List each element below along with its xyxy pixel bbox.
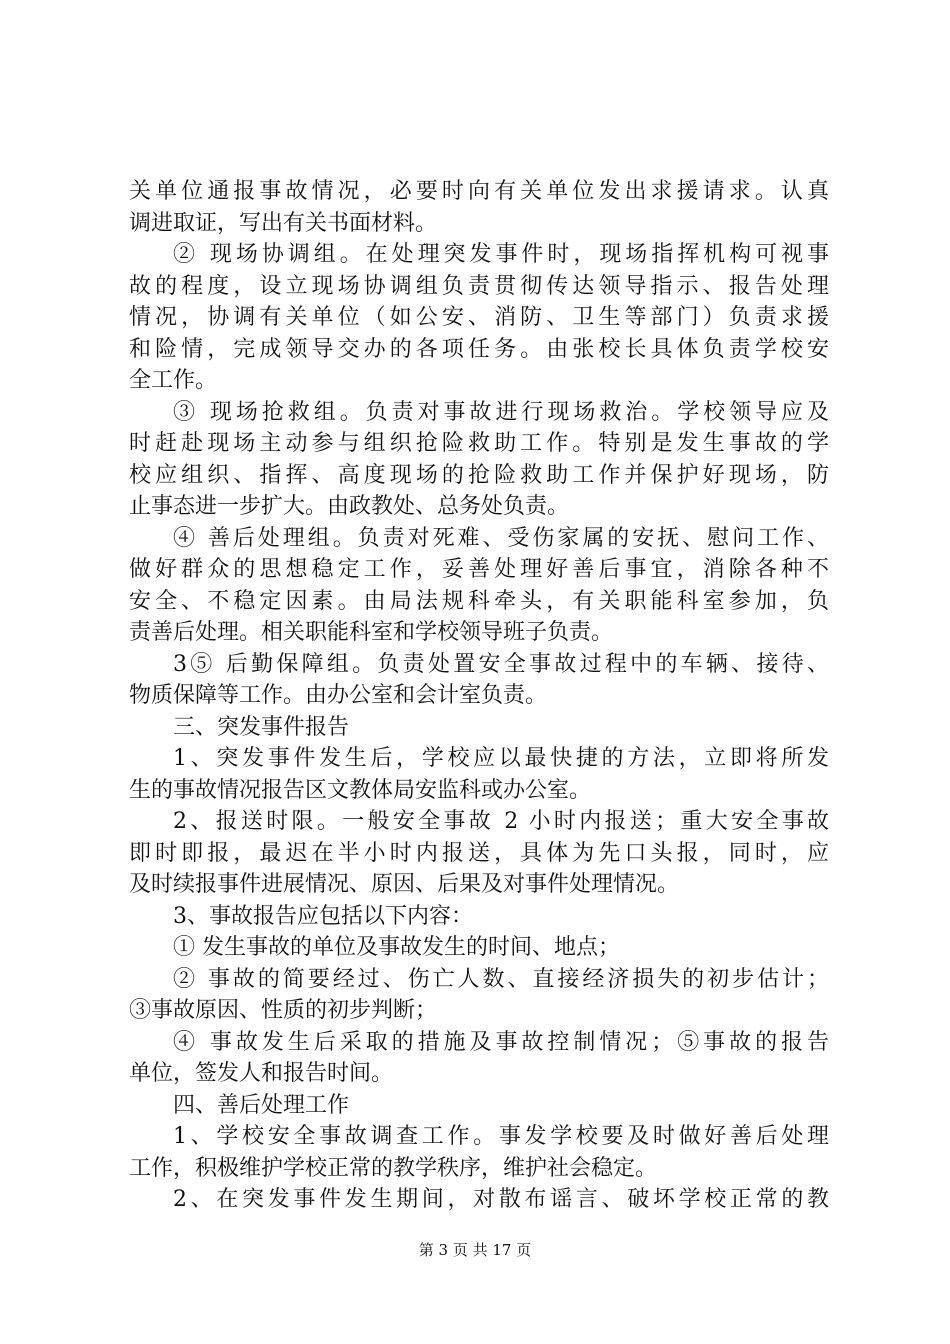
text-line: 做好群众的思想稳定工作，妥善处理好善后事宜，消除各种不 (129, 557, 829, 582)
text-line: ② 事故的简要经过、伤亡人数、直接经济损失的初步估计； (173, 966, 829, 992)
text-line: 和险情，完成领导交办的各项任务。由张校长具体负责学校安 (129, 336, 829, 362)
section-heading: 三、突发事件报告 (173, 714, 350, 740)
document-body (129, 176, 829, 1216)
text-line: 安全、不稳定因素。由局法规科牵头，有关职能科室参加，负 (129, 588, 829, 614)
text-line: 1、突发事件发生后，学校应以最快捷的方法，立即将所发 (173, 746, 829, 771)
text-line: 生的事故情况报告区文教体局安监科或办公室。 (129, 777, 592, 803)
text-line: 全工作。 (129, 368, 218, 393)
text-line: 2、在突发事件发生期间，对散布谣言、破坏学校正常的教 (173, 1187, 829, 1212)
text-line: 情况，协调有关单位（如公安、消防、卫生等部门）负责求援 (129, 305, 829, 330)
text-line: 物质保障等工作。由办公室和会计室负责。 (129, 683, 548, 708)
text-line: 1、学校安全事故调查工作。事发学校要及时做好善后处理 (173, 1124, 829, 1149)
text-line: 3⑤ 后勤保障组。负责处置安全事故过程中的车辆、接待、 (173, 651, 829, 677)
text-line: 即时即报，最迟在半小时内报送，具体为先口头报，同时，应 (129, 840, 829, 866)
text-line: ④ 事故发生后采取的措施及事故控制情况；⑤事故的报告 (173, 1029, 829, 1055)
text-line: 2、报送时限。一般安全事故 2 小时内报送；重大安全事故 (173, 809, 829, 834)
text-line: ① 发生事故的单位及事故发生的时间、地点； (173, 935, 620, 960)
text-line: 止事态进一步扩大。由政教处、总务处负责。 (129, 494, 570, 519)
text-line: 及时续报事件进展情况、原因、后果及对事件处理情况。 (129, 872, 680, 897)
text-line: 3、事故报告应包括以下内容： (173, 903, 473, 929)
text-line: ③ 现场抢救组。负责对事故进行现场救治。学校领导应及 (173, 399, 829, 425)
text-line: 时赶赴现场主动参与组织抢险救助工作。特别是发生事故的学 (129, 431, 829, 456)
text-line: ③事故原因、性质的初步判断； (129, 998, 438, 1023)
section-heading: 四、善后处理工作 (173, 1092, 350, 1118)
text-line: 关单位通报事故情况，必要时向有关单位发出求援请求。认真 (129, 179, 829, 204)
text-line: 责善后处理。相关职能科室和学校领导班子负责。 (129, 620, 614, 645)
text-line: 故的程度，设立现场协调组负责贯彻传达领导指示、报告处理 (129, 273, 829, 299)
text-line: 校应组织、指挥、高度现场的抢险救助工作并保护好现场，防 (129, 462, 829, 488)
page-number-footer: 第 3 页 共 17 页 (418, 1241, 532, 1259)
text-line: ④ 善后处理组。负责对死难、受伤家属的安抚、慰问工作、 (173, 525, 829, 551)
text-line: ② 现场协调组。在处理突发事件时，现场指挥机构可视事 (173, 242, 829, 267)
text-line: 工作，积极维护学校正常的教学秩序，维护社会稳定。 (129, 1155, 658, 1181)
text-line: 单位，签发人和报告时间。 (129, 1061, 394, 1086)
text-line: 调进取证，写出有关书面材料。 (129, 210, 438, 236)
